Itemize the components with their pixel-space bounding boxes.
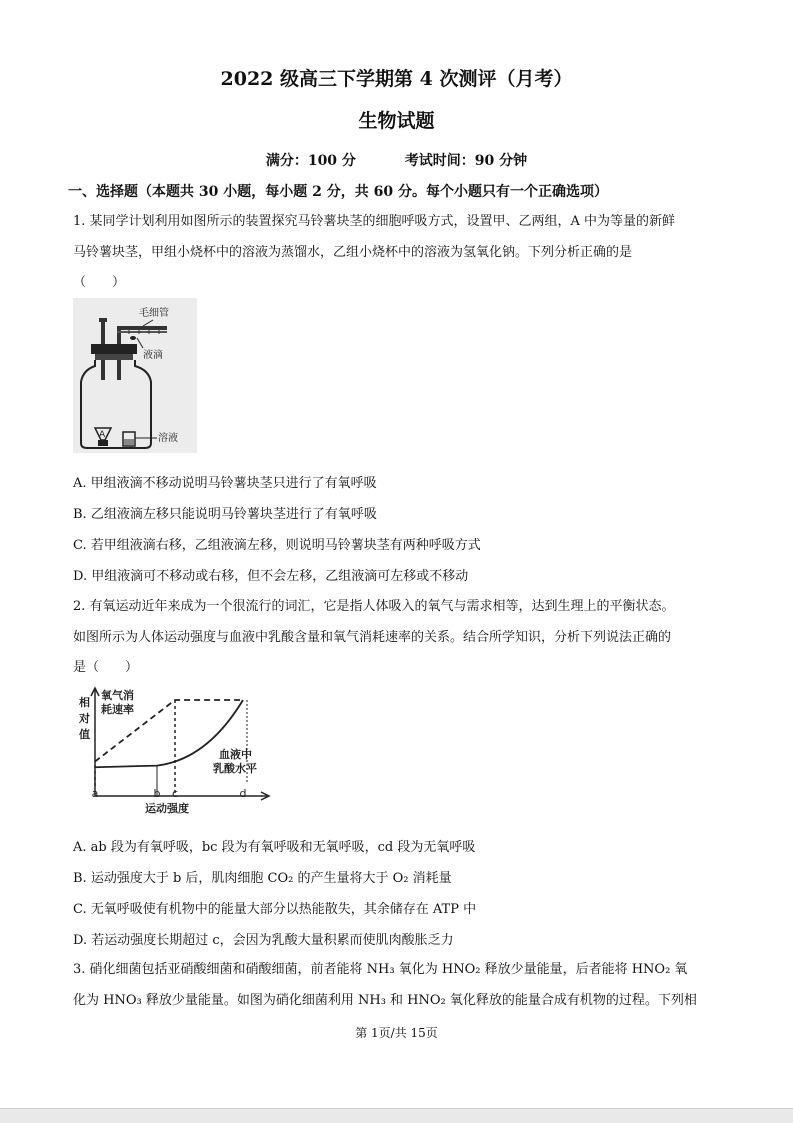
q2-chart bbox=[73, 684, 273, 816]
q1-apparatus-figure bbox=[73, 298, 197, 453]
page-number: 第 1页/共 15页 bbox=[355, 1026, 438, 1040]
x-axis-label: 运动强度 bbox=[145, 802, 189, 815]
q1-option-d: D. 甲组液滴可不移动或右移，但不会左移，乙组液滴可左移或不移动 bbox=[73, 569, 469, 584]
page-bottom-edge bbox=[0, 1108, 793, 1123]
figure-background bbox=[73, 298, 197, 453]
y-axis-label-2: 对 bbox=[79, 712, 90, 725]
q2-option-b: B. 运动强度大于 b 后，肌肉细胞 CO₂ 的产生量将大于 O₂ 消耗量 bbox=[73, 871, 452, 886]
exam-title: 2022 级高三下学期第 4 次测评（月考） bbox=[220, 68, 573, 90]
x-tick-b: b bbox=[153, 787, 161, 800]
series-label-o2-1: 氧气消 bbox=[101, 689, 134, 702]
exam-time: 考试时间：90 分钟 bbox=[404, 153, 528, 169]
series-label-lactate-2: 乳酸水平 bbox=[213, 762, 257, 775]
stopper bbox=[91, 344, 137, 354]
q3-stem-line1: 3. 硝化细菌包括亚硝酸细菌和硝酸细菌，前者能将 NH₃ 氧化为 HNO₂ 释放少量能量，后者能将 HNO₂ 氧 bbox=[73, 962, 688, 977]
q2-stem-line3: 是（ ） bbox=[73, 660, 139, 675]
x-tick-a: a bbox=[91, 787, 99, 800]
q3-stem-line2: 化为 HNO₃ 释放少量能量。如图为硝化细菌利用 NH₃ 和 HNO₂ 氧化释放的能量合成有机物的过程。下列相 bbox=[73, 993, 697, 1008]
label-solution: 溶液 bbox=[158, 433, 178, 444]
q1-option-a: A. 甲组液滴不移动说明马铃薯块茎只进行了有氧呼吸 bbox=[73, 476, 377, 491]
q1-stem-line2: 马铃薯块茎，甲组小烧杯中的溶液为蒸馏水，乙组小烧杯中的溶液为氢氧化钠。下列分析正确的是 bbox=[73, 245, 633, 260]
x-tick-c: c bbox=[171, 787, 179, 800]
series-label-lactate-1: 血液中 bbox=[219, 748, 252, 761]
y-axis-label-1: 相 bbox=[79, 696, 90, 709]
label-droplet: 液滴 bbox=[143, 350, 163, 361]
q1-option-c: C. 若甲组液滴右移，乙组液滴左移，则说明马铃薯块茎有两种呼吸方式 bbox=[73, 538, 481, 553]
exam-meta bbox=[0, 150, 793, 170]
q2-option-d: D. 若运动强度长期超过 c，会因为乳酸大量积累而使肌肉酸胀乏力 bbox=[73, 933, 454, 948]
q1-option-b: B. 乙组液滴左移只能说明马铃薯块茎进行了有氧呼吸 bbox=[73, 507, 377, 522]
subject-title: 生物试题 bbox=[358, 110, 435, 132]
capillary-tube bbox=[117, 326, 167, 330]
x-tick-d: d bbox=[239, 787, 247, 800]
y-axis-label-3: 值 bbox=[79, 728, 90, 741]
label-a: A bbox=[99, 430, 106, 440]
q2-option-a: A. ab 段为有氧呼吸，bc 段为有氧呼吸和无氧呼吸，cd 段为无氧呼吸 bbox=[73, 840, 476, 855]
series-label-o2-2: 耗速率 bbox=[101, 703, 134, 716]
label-capillary: 毛细管 bbox=[139, 308, 169, 319]
q2-option-c: C. 无氧呼吸使有机物中的能量大部分以热能散失，其余储存在 ATP 中 bbox=[73, 902, 477, 917]
full-score: 满分：100 分 bbox=[265, 153, 356, 169]
liquid-droplet bbox=[130, 336, 136, 340]
q1-paren: （ ） bbox=[73, 275, 126, 290]
q2-stem-line1: 2. 有氧运动近年来成为一个很流行的词汇，它是指人体吸入的氧气与需求相等，达到生理上的平衡状态。 bbox=[73, 599, 675, 614]
q2-stem-line2: 如图所示为人体运动强度与血液中乳酸含量和氧气消耗速率的关系。结合所学知识，分析下列说法正确的 bbox=[73, 630, 672, 645]
q1-stem-line1: 1. 某同学计划利用如图所示的装置探究马铃薯块茎的细胞呼吸方式，设置甲、乙两组，A 中为等量的新鲜 bbox=[73, 214, 676, 229]
section-heading: 一、选择题（本题共 30 小题，每小题 2 分，共 60 分。每个小题只有一个正确选项） bbox=[68, 184, 608, 200]
